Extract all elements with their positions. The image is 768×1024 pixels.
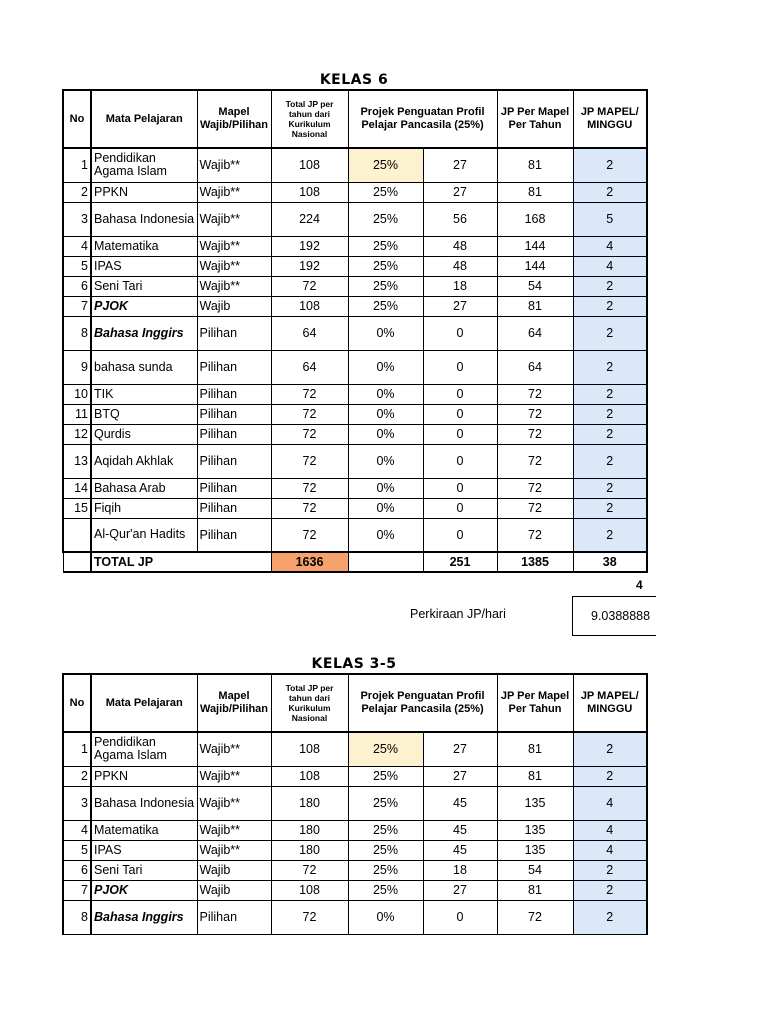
header-type: Mapel Wajib/Pilihan [197,90,271,148]
total-jp: 72 [271,478,348,498]
total-pct-blank [348,552,423,572]
subject-name: Seni Tari [91,276,197,296]
table-row [63,900,647,934]
subject-name: TIK [91,384,197,404]
header-no: No [63,674,91,732]
jp-per-year: 81 [497,880,573,900]
total-jp: 72 [271,518,348,552]
row-number: 15 [63,498,91,518]
subject-name: Fiqih [91,498,197,518]
table-row [63,786,647,820]
jp-per-week: 2 [573,880,647,900]
total-jp: 108 [271,296,348,316]
subject-type: Pilihan [197,444,271,478]
p5-percent: 25% [348,820,423,840]
kelas6-table [62,89,648,573]
total-jp: 224 [271,202,348,236]
row-number: 11 [63,404,91,424]
p5-percent: 25% [348,880,423,900]
jp-per-year: 64 [497,350,573,384]
row-number: 7 [63,880,91,900]
total-year-sum: 1385 [497,552,573,572]
p5-jp: 27 [423,296,497,316]
p5-jp: 0 [423,478,497,498]
subject-type: Pilihan [197,498,271,518]
row-number: 6 [63,276,91,296]
jp-per-year: 81 [497,182,573,202]
total-p5-sum: 251 [423,552,497,572]
jp-per-week: 4 [573,236,647,256]
subject-name: Bahasa Indonesia [91,786,197,820]
jp-per-year: 72 [497,384,573,404]
subject-type: Pilihan [197,316,271,350]
subject-type: Wajib** [197,236,271,256]
p5-percent: 0% [348,498,423,518]
table-row [63,296,647,316]
jp-per-week: 2 [573,444,647,478]
p5-percent: 25% [348,202,423,236]
jp-per-year: 54 [497,860,573,880]
p5-percent: 0% [348,404,423,424]
header-jp-per-week: JP MAPEL/ MINGGU [573,90,647,148]
table-row [63,880,647,900]
jp-per-week: 5 [573,202,647,236]
total-jp: 192 [271,236,348,256]
p5-percent: 0% [348,424,423,444]
p5-jp: 0 [423,900,497,934]
subject-type: Pilihan [197,518,271,552]
subject-type: Wajib** [197,276,271,296]
total-jp: 192 [271,256,348,276]
per-day-value: 9.0388888 [572,596,656,636]
row-number: 10 [63,384,91,404]
subject-name: IPAS [91,840,197,860]
p5-jp: 48 [423,236,497,256]
total-jp: 72 [271,444,348,478]
p5-jp: 45 [423,820,497,840]
subject-name: Matematika [91,236,197,256]
row-number: 8 [63,316,91,350]
row-number: 9 [63,350,91,384]
p5-percent: 0% [348,444,423,478]
jp-per-week: 4 [573,256,647,276]
p5-jp: 27 [423,732,497,766]
p5-jp: 45 [423,786,497,820]
jp-per-week: 2 [573,518,647,552]
p5-jp: 56 [423,202,497,236]
jp-per-year: 135 [497,786,573,820]
p5-jp: 27 [423,148,497,182]
jp-per-year: 135 [497,840,573,860]
subject-type: Wajib** [197,840,271,860]
row-number: 13 [63,444,91,478]
total-jp: 72 [271,424,348,444]
row-number: 1 [63,148,91,182]
total-jp-sum: 1636 [271,552,348,572]
subject-type: Pilihan [197,478,271,498]
jp-per-year: 81 [497,732,573,766]
total-jp: 180 [271,820,348,840]
table-row [63,182,647,202]
row-number: 12 [63,424,91,444]
p5-percent: 25% [348,766,423,786]
p5-percent: 0% [348,350,423,384]
subject-name: Bahasa Inggirs [91,316,197,350]
p5-percent: 25% [348,732,423,766]
jp-per-year: 72 [497,900,573,934]
subject-type: Wajib** [197,732,271,766]
total-jp: 72 [271,276,348,296]
total-jp: 72 [271,404,348,424]
table-row [63,478,647,498]
p5-percent: 25% [348,786,423,820]
header-p5: Projek Penguatan Profil Pelajar Pancasila (25%) [348,674,497,732]
p5-jp: 18 [423,276,497,296]
table-row [63,202,647,236]
jp-per-week: 2 [573,404,647,424]
subject-name: Bahasa Inggirs [91,900,197,934]
p5-percent: 0% [348,478,423,498]
table-row [63,384,647,404]
jp-per-week: 2 [573,148,647,182]
jp-per-week: 2 [573,316,647,350]
p5-jp: 0 [423,316,497,350]
jp-per-year: 144 [497,256,573,276]
subject-type: Wajib [197,296,271,316]
row-number: 1 [63,732,91,766]
jp-per-year: 64 [497,316,573,350]
p5-percent: 25% [348,860,423,880]
p5-jp: 45 [423,840,497,860]
subject-type: Wajib [197,880,271,900]
row-number: 8 [63,900,91,934]
table-row [63,276,647,296]
p5-jp: 27 [423,766,497,786]
subject-name: Al-Qur'an Hadits [91,518,197,552]
subject-type: Pilihan [197,350,271,384]
table-row [63,732,647,766]
jp-per-year: 81 [497,148,573,182]
p5-jp: 0 [423,518,497,552]
total-jp: 180 [271,786,348,820]
table-row [63,766,647,786]
subject-name: Matematika [91,820,197,840]
total-jp: 72 [271,900,348,934]
jp-per-week: 2 [573,860,647,880]
table-row [63,498,647,518]
jp-per-year: 54 [497,276,573,296]
subject-type: Pilihan [197,424,271,444]
subject-type: Wajib** [197,148,271,182]
subject-type: Wajib** [197,766,271,786]
total-jp: 180 [271,840,348,860]
p5-percent: 0% [348,384,423,404]
jp-per-year: 72 [497,498,573,518]
jp-per-week: 2 [573,276,647,296]
subject-type: Wajib** [197,820,271,840]
subject-type: Pilihan [197,384,271,404]
total-jp: 72 [271,384,348,404]
per-day-label: Perkiraan JP/hari [410,607,506,621]
table-row [63,820,647,840]
row-number: 5 [63,256,91,276]
table-row [63,840,647,860]
p5-jp: 18 [423,860,497,880]
total-week-sum: 38 [573,552,647,572]
subject-type: Wajib [197,860,271,880]
subject-name: PPKN [91,182,197,202]
subject-name: Pendidikan Agama Islam [91,148,197,182]
subject-type: Wajib** [197,202,271,236]
jp-per-week: 2 [573,900,647,934]
header-total-jp: Total JP per tahun dari Kurikulum Nasional [271,674,348,732]
jp-per-week: 2 [573,424,647,444]
header-jp-per-week: JP MAPEL/ MINGGU [573,674,647,732]
subject-type: Wajib** [197,786,271,820]
jp-per-week: 4 [573,820,647,840]
p5-percent: 25% [348,840,423,860]
total-jp: 72 [271,860,348,880]
row-number: 3 [63,786,91,820]
p5-percent: 25% [348,236,423,256]
jp-per-year: 72 [497,424,573,444]
row-number: 6 [63,860,91,880]
subject-name: Pendidikan Agama Islam [91,732,197,766]
p5-jp: 0 [423,384,497,404]
table-row [63,236,647,256]
header-jp-per-year: JP Per Mapel Per Tahun [497,90,573,148]
jp-per-year: 81 [497,296,573,316]
row-number: 4 [63,820,91,840]
row-number: 5 [63,840,91,860]
total-jp: 108 [271,732,348,766]
row-number: 14 [63,478,91,498]
total-jp: 64 [271,350,348,384]
p5-percent: 25% [348,256,423,276]
total-jp: 108 [271,880,348,900]
p5-jp: 48 [423,256,497,276]
p5-percent: 0% [348,316,423,350]
p5-percent: 25% [348,148,423,182]
jp-per-week: 2 [573,296,647,316]
table-row [63,518,647,552]
table-row [63,444,647,478]
table-row [63,148,647,182]
p5-jp: 0 [423,404,497,424]
p5-jp: 0 [423,350,497,384]
jp-per-week: 4 [573,786,647,820]
total-jp: 108 [271,148,348,182]
jp-per-week: 2 [573,766,647,786]
jp-per-week: 2 [573,384,647,404]
subject-type: Wajib** [197,182,271,202]
row-number: 4 [63,236,91,256]
p5-percent: 0% [348,900,423,934]
subject-name: Qurdis [91,424,197,444]
jp-per-year: 81 [497,766,573,786]
jp-per-week: 2 [573,732,647,766]
jp-per-week: 2 [573,350,647,384]
p5-percent: 25% [348,182,423,202]
header-type: Mapel Wajib/Pilihan [197,674,271,732]
jp-per-year: 72 [497,444,573,478]
header-total-jp: Total JP per tahun dari Kurikulum Nasional [271,90,348,148]
jp-per-year: 144 [497,236,573,256]
row-number: 2 [63,182,91,202]
total-jp: 108 [271,182,348,202]
side-value: 4 [636,578,643,592]
p5-jp: 0 [423,444,497,478]
subject-type: Wajib** [197,256,271,276]
subject-name: bahasa sunda [91,350,197,384]
row-number: 7 [63,296,91,316]
subject-name: PPKN [91,766,197,786]
table-row [63,256,647,276]
p5-percent: 25% [348,276,423,296]
kelas35-title: KELAS 3-5 [311,656,397,672]
header-jp-per-year: JP Per Mapel Per Tahun [497,674,573,732]
jp-per-year: 168 [497,202,573,236]
jp-per-week: 2 [573,498,647,518]
subject-name: PJOK [91,880,197,900]
subject-name: Aqidah Akhlak [91,444,197,478]
jp-per-year: 72 [497,404,573,424]
total-jp: 72 [271,498,348,518]
header-subject: Mata Pelajaran [91,674,197,732]
subject-name: Bahasa Indonesia [91,202,197,236]
total-jp: 64 [271,316,348,350]
p5-jp: 0 [423,498,497,518]
table-row [63,350,647,384]
table-row [63,860,647,880]
table-row [63,424,647,444]
total-jp: 108 [271,766,348,786]
jp-per-week: 2 [573,182,647,202]
row-number: 2 [63,766,91,786]
subject-name: PJOK [91,296,197,316]
table-row [63,404,647,424]
p5-jp: 27 [423,880,497,900]
subject-name: Seni Tari [91,860,197,880]
table-row [63,316,647,350]
p5-jp: 27 [423,182,497,202]
subject-name: BTQ [91,404,197,424]
total-row [63,552,647,572]
row-number: 3 [63,202,91,236]
jp-per-year: 72 [497,478,573,498]
jp-per-year: 72 [497,518,573,552]
p5-percent: 25% [348,296,423,316]
kelas6-title: KELAS 6 [319,72,389,88]
header-subject: Mata Pelajaran [91,90,197,148]
row-number [63,518,91,552]
jp-per-year: 135 [497,820,573,840]
jp-per-week: 4 [573,840,647,860]
subject-type: Pilihan [197,900,271,934]
jp-per-week: 2 [573,478,647,498]
subject-name: Bahasa Arab [91,478,197,498]
total-label: TOTAL JP [91,552,271,572]
subject-name: IPAS [91,256,197,276]
header-no: No [63,90,91,148]
subject-type: Pilihan [197,404,271,424]
p5-percent: 0% [348,518,423,552]
total-blank [63,552,91,572]
header-p5: Projek Penguatan Profil Pelajar Pancasila (25%) [348,90,497,148]
p5-jp: 0 [423,424,497,444]
kelas35-table [62,673,648,935]
